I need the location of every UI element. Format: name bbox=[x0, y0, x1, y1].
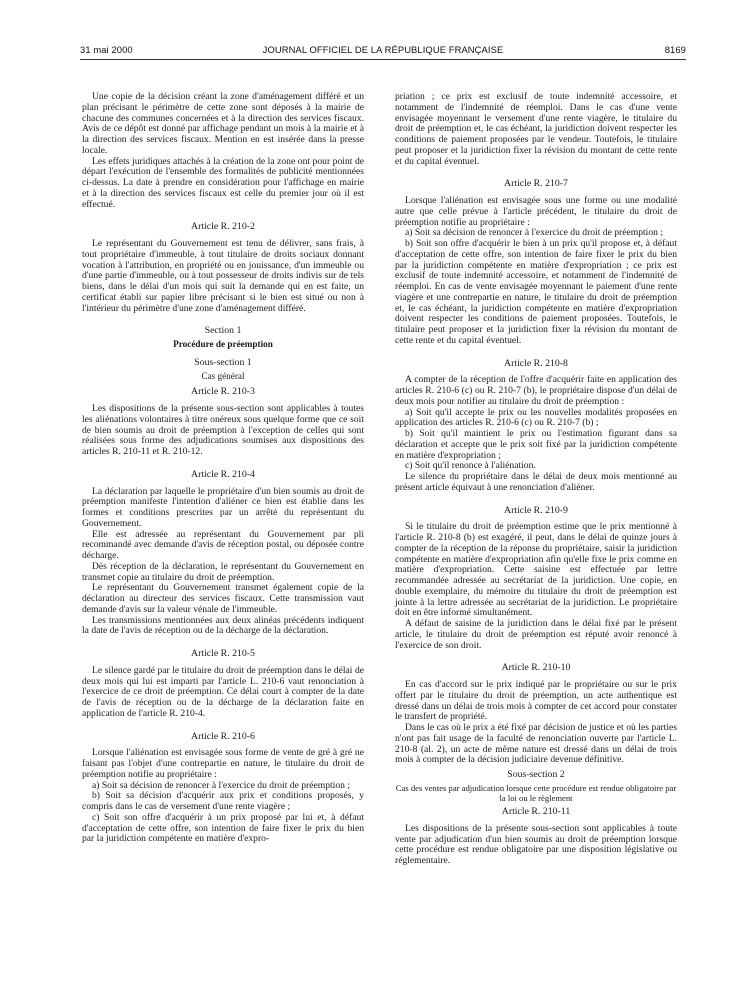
paragraph: Lorsque l'aliénation est envisagée sous une forme ou une modalité autre que celle prévue à l'article précédent, le titulaire du droit de préemption notifie au propriétaire : bbox=[395, 195, 677, 228]
section-heading: Section 1 bbox=[204, 325, 242, 337]
paragraph: a) Soit qu'il accepte le prix ou les nouvelles modalités proposées en application des articles R. 210-6 (c) ou R. 210-7 (b) ; bbox=[395, 406, 677, 429]
subsection-title: Cas général bbox=[201, 370, 245, 381]
paragraph: c) Soit qu'il renonce à l'aliénation. bbox=[405, 460, 536, 472]
paragraph: En cas d'accord sur le prix indiqué par le propriétaire ou sur le prix offert par le titulaire du droit de préemption, un acte authentique est dressé dans un délai de trois mois à compter de cet accord pour constater le transfert de propriété. bbox=[395, 679, 677, 723]
subsection-heading: Sous-section 2 bbox=[507, 769, 565, 780]
article-heading: Article R. 210-5 bbox=[191, 648, 255, 659]
paragraph: Les effets juridiques attachés à la création de la zone ont pour point de départ l'exécution de l'ensemble des formalités de publicité mentionnées ci-dessus. La date à prendre en considération pour l'affichage en mairie et à la direction des services fiscaux est celle du premier jour où il est effectué. bbox=[82, 155, 364, 210]
paragraph: a) Soit sa décision de renoncer à l'exercice du droit de préemption ; bbox=[92, 779, 350, 791]
header-date: 31 mai 2000 bbox=[80, 44, 133, 55]
paragraph: c) Soit son offre d'acquérir à un prix proposé par lui et, à défaut d'acceptation de cette offre, son intention de faire fixer le prix du bien par la juridiction compétente en matière d'expro- bbox=[82, 811, 364, 845]
paragraph: Les dispositions de la présente sous-section sont applicables à toutes les aliénations volontaires à titre onéreux sous quelque forme que ce soit de bien soumis au droit de préemption à l'exception de celles qui sont réalisées sous forme des adjudications soumises aux dispositions des articles R. 210-11 et R. 210-12. bbox=[82, 403, 364, 457]
left-column bbox=[82, 92, 364, 845]
paragraph: Une copie de la décision créant la zone d'aménagement différé et un plan précisant le périmètre de cette zone sont déposés à la mairie de chacune des communes concernées et à la direction des services fiscaux. Avis de ce dépôt est donné par affichage pendant un mois à la mairie et à la direction des services fiscaux. Mention en est insérée dans la presse locale. bbox=[82, 91, 364, 156]
article-heading: Article R. 210-10 bbox=[501, 662, 571, 674]
header-page-number: 8169 bbox=[664, 44, 686, 55]
article-heading: Article R. 210-9 bbox=[504, 504, 568, 516]
paragraph: Dans le cas où le prix a été fixé par décision de justice et où les parties n'ont pas fait usage de la faculté de renonciation ouverte par l'article L. 210-8 (al. 2), un acte de même nature est dressé dans un délai de trois mois à compter de la décision judiciaire devenue définitive. bbox=[395, 722, 677, 766]
paragraph: Les dispositions de la présente sous-section sont applicables à toute vente par adjudication d'un bien soumis au droit de préemption lorsque cette procédure est rendue obligatoire par une disposition législative ou réglementaire. bbox=[395, 822, 677, 867]
article-heading: Article R. 210-11 bbox=[501, 806, 571, 818]
paragraph: Le représentant du Gouvernement est tenu de délivrer, sans frais, à tout propriétaire d'immeuble, à tout titulaire de droits sociaux donnant vocation à l'attribution, en propriété ou en jouissance, d'un immeuble ou d'une partie d'immeuble, ou à tout possesseur de droits indivis sur de tels biens, dans le délai d'un mois qui suit la demande qui en est faite, un certificat établi sur papier libre précisant si le bien est situé ou non à l'intérieur du périmètre d'une zone d'aménagement différé. bbox=[82, 238, 364, 314]
paragraph: b) Soit sa décision d'acquérir aux prix et conditions proposés, y compris dans le cas de versement d'une rente viagère ; bbox=[82, 790, 364, 812]
paragraph: A compter de la réception de l'offre d'acquérir faite en application des articles R. 210-6 (c) ou R. 210-7 (b), le propriétaire dispose d'un délai de deux mois pour notifier au titulaire du droit de préemption : bbox=[395, 374, 677, 407]
paragraph: a) Soit sa décision de renoncer à l'exercice du droit de préemption ; bbox=[405, 227, 663, 239]
paragraph: Le silence gardé par le titulaire du droit de préemption dans le délai de deux mois qui lui est imparti par l'article L. 210-6 vaut renonciation à l'exercice de ce droit de préemption. Ce délai court à compter de la date de l'avis de réception ou de la décharge de la déclaration faite en application de l'article R. 210-4. bbox=[82, 664, 364, 719]
paragraph: priation ; ce prix est exclusif de toute indemnité accessoire, et notamment de l'indemnité de réemploi. Dans le cas d'une vente envisagée moyennant le versement d'une rente viagère, le titulaire du droit de préemption et, le cas échéant, la juridiction doivent respecter les conditions de paiement proposées par le vendeur. Toutefois, le titulaire peut proposer et la juridiction fixer la révision du montant de cette rente et du capital éventuel. bbox=[395, 91, 677, 167]
paragraph: Lorsque l'aliénation est envisagée sous forme de vente de gré à gré ne faisant pas l'objet d'une contrepartie en nature, le titulaire du droit de préemption notifie au propriétaire : bbox=[82, 747, 364, 780]
paragraph: Le silence du propriétaire dans le délai de deux mois mentionné au présent article équivaut à une renonciation d'aliéner. bbox=[395, 471, 677, 493]
paragraph: Elle est adressée au représentant du Gouvernement par pli recommandé avec demande d'avis de réception postal, ou déposée contre décharge. bbox=[82, 528, 364, 561]
right-column bbox=[395, 92, 677, 867]
paragraph: b) Soit son offre d'acquérir le bien à un prix qu'il propose et, à défaut d'acceptation de cette offre, son intention de faire fixer le prix du bien par la juridiction compétente en matière d'expropriation ; ce prix est exclusif de toute indemnité accessoire, et notamment de l'indemnité de réemploi. En cas de vente envisagée moyennant le paiement d'une rente viagère et une contrepartie en nature, le titulaire du droit de préemption et, le cas échéant, la juridiction compétente en matière d'expropriation doivent respecter les conditions de paiement proposées. Toutefois, le titulaire peut proposer et la juridiction fixer la révision du montant de cette rente et du capital éventuel. bbox=[395, 238, 677, 346]
article-heading: Article R. 210-2 bbox=[191, 221, 255, 233]
paragraph: Les transmissions mentionnées aux deux alinéas précédents indiquent la date de l'avis de réception ou de la décharge de la déclaration. bbox=[82, 614, 364, 637]
paragraph: Le représentant du Gouvernement transmet également copie de la déclaration au directeur des services fiscaux. Cette transmission vaut demande d'avis sur la valeur vénale de l'immeuble. bbox=[82, 582, 364, 615]
header-rule bbox=[80, 59, 686, 60]
header-journal-title: JOURNAL OFFICIEL DE LA RÉPUBLIQUE FRANÇAISE bbox=[262, 44, 504, 55]
paragraph: Si le titulaire du droit de préemption estime que le prix mentionné à l'article R. 210-8 (b) est exagéré, il peut, dans le délai de quinze jours à compter de la réception de la réponse du propriétaire, saisir la juridiction compétente en matière d'expropriation afin qu'elle fixe le prix comme en matière d'expropriation. Cette saisine est effectuée par lettre recommandée adressée au secrétariat de la juridiction. Une copie, en double exemplaire, du mémoire du titulaire du droit de préemption est jointe à la lettre adressée au secrétariat de la juridiction. Le propriétaire doit en être informé simultanément. bbox=[395, 521, 677, 619]
article-heading: Article R. 210-6 bbox=[191, 730, 255, 742]
article-heading: Article R. 210-8 bbox=[504, 357, 568, 369]
article-heading: Article R. 210-4 bbox=[191, 468, 255, 480]
paragraph: b) Soit qu'il maintient le prix ou l'estimation figurant dans sa déclaration et accepte que le prix soit fixé par la juridiction compétente en matière d'expropriation ; bbox=[395, 428, 677, 461]
paragraph: Dès réception de la déclaration, le représentant du Gouvernement en transmet copie au titulaire du droit de préemption. bbox=[82, 560, 364, 583]
subsection-title: Cas des ventes par adjudication lorsque cette procédure est rendue obligatoire par la loi ou le règlement bbox=[395, 782, 677, 803]
subsection-heading: Sous-section 1 bbox=[194, 356, 252, 368]
article-heading: Article R. 210-3 bbox=[191, 386, 255, 398]
paragraph: La déclaration par laquelle le propriétaire d'un bien soumis au droit de préemption manifeste l'intention d'aliéner ce bien est établie dans les formes et conditions prescrites par un arrêté du représentant du Gouvernement. bbox=[82, 485, 364, 529]
section-title: Procédure de préemption bbox=[173, 339, 273, 349]
paragraph: A défaut de saisine de la juridiction dans le délai fixé par le présent article, le titulaire du droit de préemption est réputé avoir renoncé à l'exercice de son droit. bbox=[395, 618, 677, 651]
article-heading: Article R. 210-7 bbox=[504, 178, 568, 190]
